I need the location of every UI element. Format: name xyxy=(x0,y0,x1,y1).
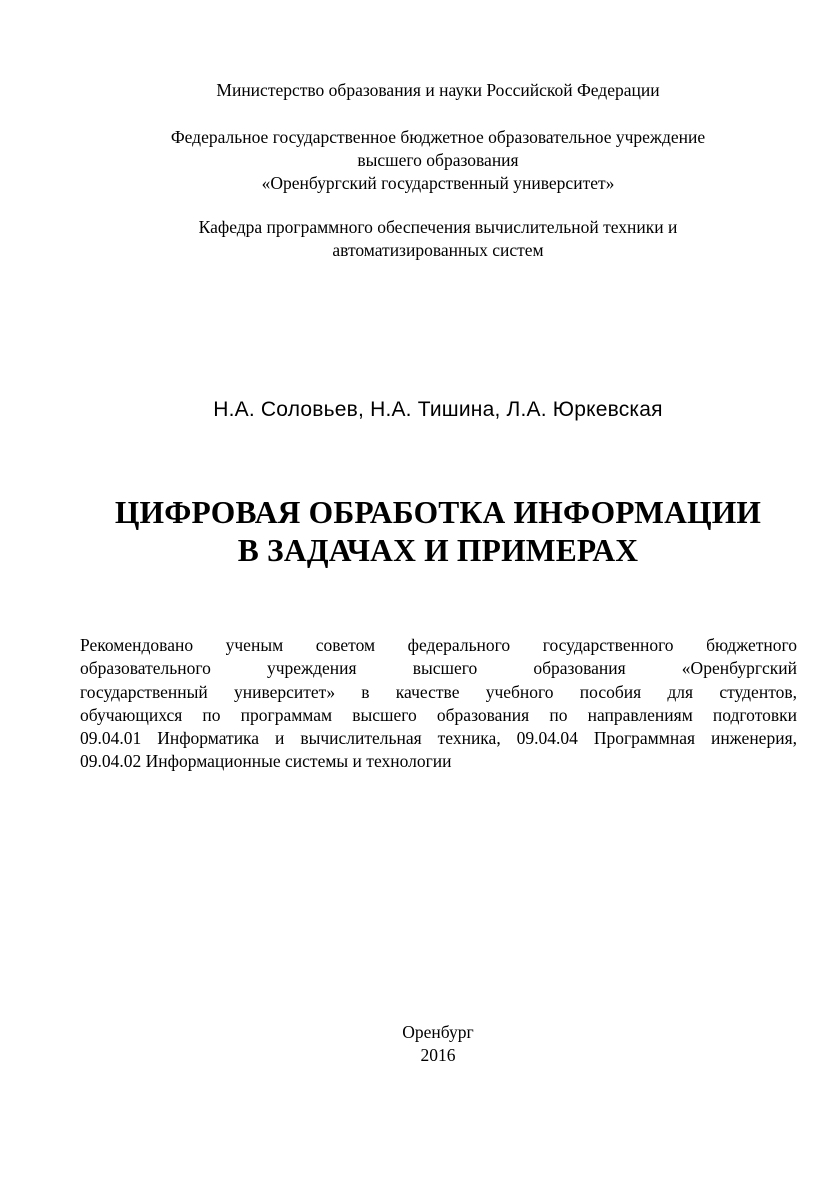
department-line-2: автоматизированных систем xyxy=(332,240,544,260)
book-title-line-1: ЦИФРОВАЯ ОБРАБОТКА ИНФОРМАЦИИ xyxy=(114,495,762,530)
ministry-heading xyxy=(0,79,836,102)
recommendation-line-6: 09.04.02 Информационные системы и технологии xyxy=(80,751,452,772)
city: Оренбург xyxy=(402,1022,474,1042)
recommendation-text xyxy=(80,634,797,774)
recommendation-line-2: образовательного учреждения высшего образования «Оренбургский xyxy=(80,658,797,679)
department-heading xyxy=(0,216,836,262)
department-line-1: Кафедра программного обеспечения вычислительной техники и xyxy=(198,217,678,237)
book-title-line-2: В ЗАДАЧАХ И ПРИМЕРАХ xyxy=(237,533,639,568)
recommendation-line-3: государственный университет» в качестве учебного пособия для студентов, xyxy=(80,681,797,702)
university-line-1: Федеральное государственное бюджетное образовательное учреждение xyxy=(170,127,706,147)
book-title xyxy=(0,494,836,570)
ministry-line: Министерство образования и науки Российской Федерации xyxy=(216,80,660,100)
imprint xyxy=(0,1021,836,1067)
recommendation-line-5: 09.04.01 Информатика и вычислительная техника, 09.04.04 Программная инженерия, xyxy=(80,728,797,749)
university-line-3: «Оренбургский государственный университет» xyxy=(261,173,615,193)
university-line-2: высшего образования xyxy=(357,150,519,170)
recommendation-line-1: Рекомендовано ученым советом федерального государственного бюджетного xyxy=(80,635,797,655)
university-heading xyxy=(0,126,836,195)
year: 2016 xyxy=(420,1045,456,1065)
authors: Н.А. Соловьев, Н.А. Тишина, Л.А. Юркевская xyxy=(213,398,663,421)
recommendation-line-4: обучающихся по программам высшего образования по направлениям подготовки xyxy=(80,704,797,725)
